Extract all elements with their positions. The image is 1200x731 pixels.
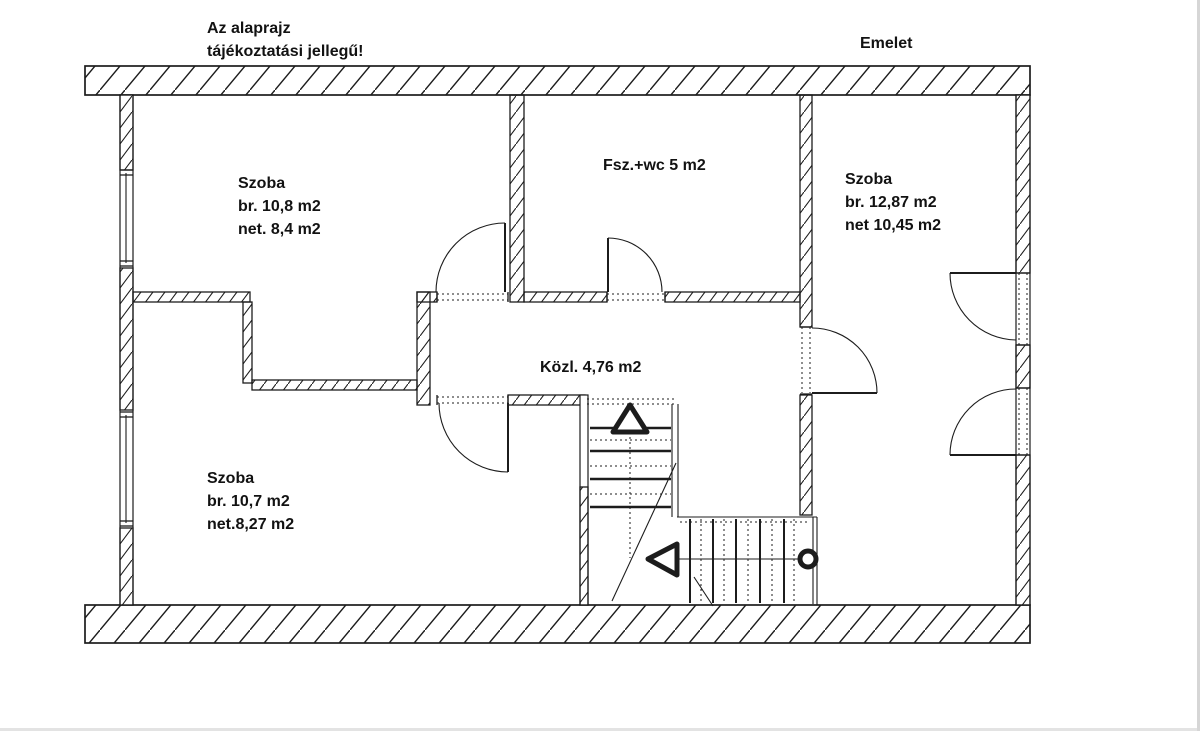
room-name: Szoba [238,175,286,192]
wall-between-szoba-and-fszwc [510,95,524,302]
room-label-szoba-right [845,171,941,234]
stairs-break-lines [612,463,713,606]
room-gross: br. 12,87 m2 [845,194,937,211]
room-label-kozlekedo: Közl. 4,76 m2 [540,359,642,376]
wall-fszwc-bottom-right [665,292,800,302]
door-szoba-right-from-corridor [812,328,877,393]
left-wall-segment [120,95,133,170]
right-wall-segment [1016,95,1030,273]
stairs-lower-flight [677,517,817,605]
labels [207,20,941,533]
room-gross: br. 10,8 m2 [238,198,321,215]
exterior-walls [85,66,1030,643]
room-label-szoba-bottom-left [207,470,294,533]
door-thresholds [437,292,812,405]
newel-post-icon [800,551,816,567]
wall-corridor-bottom [508,395,585,405]
disclaimer-line2: tájékoztatási jellegű! [207,43,364,60]
staircase [590,404,817,606]
wall-horizontal-left [133,292,250,302]
wall-exterior-left [120,95,133,605]
door-szoba-top-left [436,223,505,292]
room-net: net. 8,4 m2 [238,221,321,238]
wall-corridor-right-lower [800,395,812,515]
door-right-wall-upper [950,273,1016,340]
room-name: Szoba [845,171,893,188]
alcove-wall-right [417,292,430,405]
wall-between-fszwc-and-szoba-right [800,95,812,327]
door-right-wall-lower [950,389,1016,455]
door-szoba-bottom-left [439,403,508,472]
wall-exterior-right [1016,95,1030,605]
wall-exterior-top [85,66,1030,95]
disclaimer-line1: Az alaprajz [207,20,291,37]
wall-fszwc-bottom-left [524,292,607,302]
floor-title: Emelet [860,35,913,52]
stairs-direction-arrow-icon [648,544,677,575]
room-name: Szoba [207,470,255,487]
door-jambs [437,292,812,405]
left-wall-segment [120,268,133,410]
right-wall-segment [1016,455,1030,605]
room-label-fsz-wc: Fsz.+wc 5 m2 [603,157,706,174]
door-fszwc [608,238,662,292]
wall-exterior-bottom [85,605,1030,643]
stairs-walk-line [648,544,816,575]
alcove-wall-bottom [252,380,417,390]
room-gross: br. 10,7 m2 [207,493,290,510]
alcove-wall-left [243,302,252,383]
wall-stairs-left-hatched [580,487,588,605]
left-wall-segment [120,528,133,605]
room-label-szoba-top-left [238,175,321,238]
room-net: net.8,27 m2 [207,516,295,533]
right-wall-segment [1016,345,1030,388]
stairs-up-arrow-icon [613,405,647,432]
stairs-upper-flight [590,404,678,558]
room-net: net 10,45 m2 [845,217,942,234]
